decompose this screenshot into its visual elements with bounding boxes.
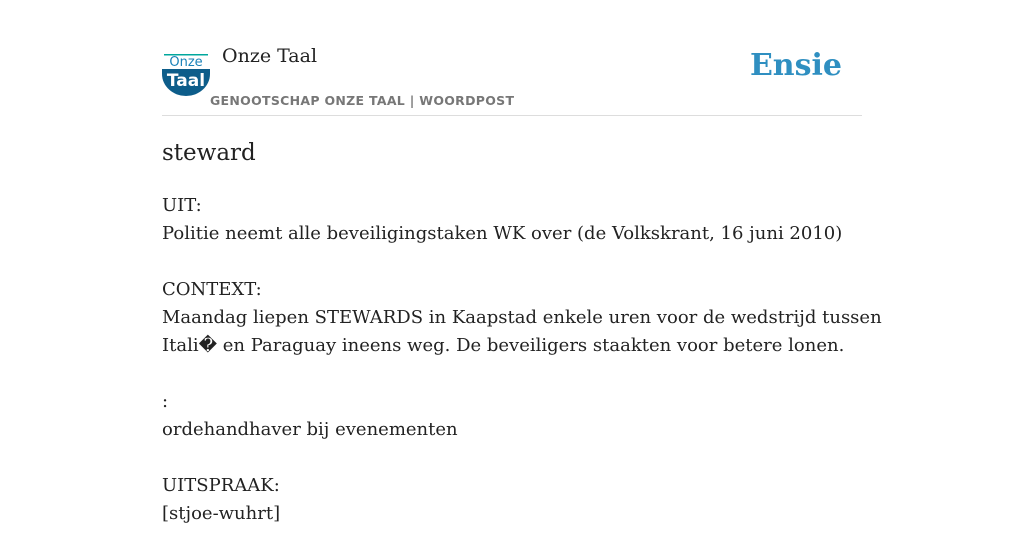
section-pronunciation <box>162 472 852 528</box>
section-text: Politie neemt alle beveiligingstaken WK over (de Volkskrant, 16 juni 2010) <box>162 223 843 244</box>
section-context <box>162 276 882 360</box>
site-subtitle: GENOOTSCHAP ONZE TAAL | WOORDPOST <box>210 93 515 108</box>
site-title[interactable]: Onze Taal <box>222 45 318 67</box>
section-label: : <box>162 391 169 412</box>
onze-taal-logo <box>162 52 210 96</box>
section-text: ordehandhaver bij evenementen <box>162 419 458 440</box>
entry-content <box>162 192 882 556</box>
ensie-brand-link[interactable]: Ensie <box>749 48 842 83</box>
section-text: Itali� en Paraguay ineens weg. De beveiligers staakten voor betere lonen. <box>162 335 845 356</box>
section-label: UIT: <box>162 195 202 216</box>
section-source <box>162 192 852 248</box>
logo-text-taal: Taal <box>166 71 206 91</box>
logo-text-onze: Onze <box>169 55 203 70</box>
header-divider <box>162 115 862 116</box>
section-definition <box>162 388 852 444</box>
section-text: Maandag liepen STEWARDS in Kaapstad enkele uren voor de wedstrijd tussen <box>162 307 882 328</box>
section-text: [stjoe-wuhrt] <box>162 503 281 524</box>
entry-headword: steward <box>162 140 256 166</box>
section-label: UITSPRAAK: <box>162 475 280 496</box>
section-label: CONTEXT: <box>162 279 262 300</box>
